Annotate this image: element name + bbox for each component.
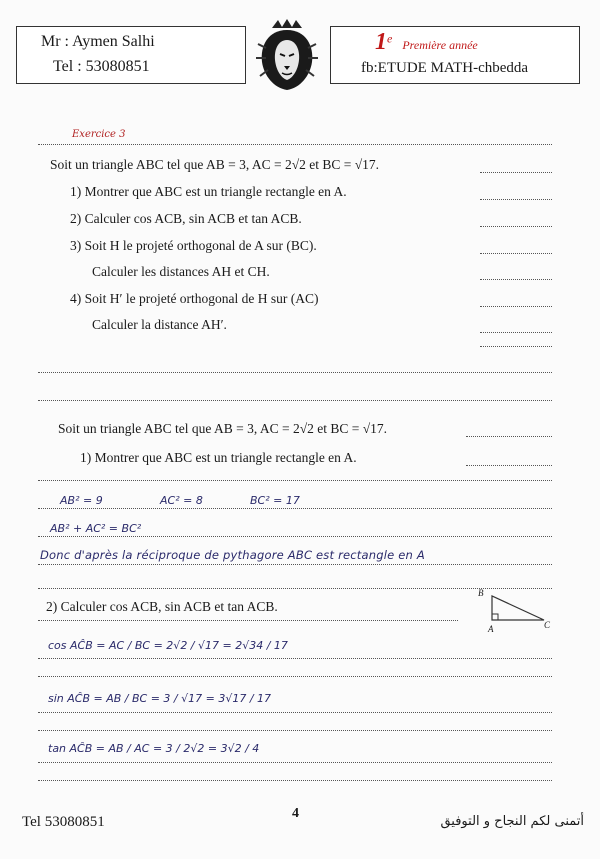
rule bbox=[38, 712, 552, 713]
statement-q4b: Calculer la distance AH′. bbox=[92, 317, 227, 332]
rule bbox=[38, 676, 552, 677]
rule bbox=[466, 465, 552, 466]
rule bbox=[480, 279, 552, 280]
rule bbox=[480, 172, 552, 173]
fig-label-b: B bbox=[478, 588, 484, 598]
footer-arabic: أتمنى لكم النجاح و التوفيق bbox=[440, 814, 584, 829]
rule bbox=[480, 253, 552, 254]
rule bbox=[38, 730, 552, 731]
rule bbox=[480, 226, 552, 227]
fig-label-c: C bbox=[544, 620, 551, 630]
rule bbox=[480, 346, 552, 347]
statement-q2: 2) Calculer cos ACB, sin ACB et tan ACB. bbox=[70, 211, 302, 226]
rule bbox=[38, 780, 552, 781]
rule bbox=[38, 400, 552, 401]
teacher-tel: Tel : 53080851 bbox=[53, 58, 150, 75]
triangle-figure bbox=[472, 588, 556, 636]
rule bbox=[38, 620, 458, 621]
rule bbox=[38, 564, 552, 565]
hand-conclusion: Donc d'après la réciproque de pythagore ABC est rectangle en A bbox=[40, 548, 425, 562]
footer-tel: Tel 53080851 bbox=[22, 814, 105, 830]
hand-ac2: AC² = 8 bbox=[160, 494, 203, 507]
rule bbox=[480, 199, 552, 200]
rule bbox=[466, 436, 552, 437]
hand-tan: tan AĈB = AB / AC = 3 / 2√2 = 3√2 / 4 bbox=[48, 742, 260, 755]
rule bbox=[38, 536, 552, 537]
fig-label-a: A bbox=[488, 624, 494, 634]
hand-bc2: BC² = 17 bbox=[250, 494, 300, 507]
statement-intro: Soit un triangle ABC tel que AB = 3, AC = 2√2 et BC = √17. bbox=[50, 157, 380, 172]
solution-intro: Soit un triangle ABC tel que AB = 3, AC = 2√2 et BC = √17. bbox=[58, 421, 388, 436]
rule bbox=[480, 306, 552, 307]
rule bbox=[38, 480, 552, 481]
solution-q1: 1) Montrer que ABC est un triangle rectangle en A. bbox=[80, 450, 357, 465]
header-right-box bbox=[330, 26, 580, 84]
facebook-page: fb:ETUDE MATH-chbedda bbox=[361, 60, 529, 76]
rule bbox=[38, 372, 552, 373]
rule bbox=[38, 658, 552, 659]
hand-pythagore-sum: AB² + AC² = BC² bbox=[50, 522, 142, 535]
statement-q4a: 4) Soit H′ le projeté orthogonal de H sur (AC) bbox=[70, 291, 319, 306]
teacher-name: Mr : Aymen Salhi bbox=[41, 33, 155, 50]
hand-sin: sin AĈB = AB / BC = 3 / √17 = 3√17 / 17 bbox=[48, 692, 272, 705]
level-badge bbox=[375, 29, 478, 56]
rule bbox=[480, 332, 552, 333]
hand-cos: cos AĈB = AC / BC = 2√2 / √17 = 2√34 / 17 bbox=[48, 639, 288, 652]
statement-q3b: Calculer les distances AH et CH. bbox=[92, 264, 270, 279]
level-number: 1 bbox=[375, 29, 387, 55]
exercise-title: Exercice 3 bbox=[72, 129, 126, 140]
statement-q3a: 3) Soit H le projeté orthogonal de A sur (BC). bbox=[70, 238, 317, 253]
header-left-box bbox=[16, 26, 246, 84]
statement-q1: 1) Montrer que ABC est un triangle rectangle en A. bbox=[70, 184, 347, 199]
rule bbox=[38, 508, 552, 509]
rule bbox=[38, 144, 552, 145]
hand-ab2: AB² = 9 bbox=[60, 494, 103, 507]
rule bbox=[38, 762, 552, 763]
level-sup: e bbox=[387, 31, 393, 46]
lion-logo bbox=[254, 18, 320, 92]
level-label: Première année bbox=[402, 38, 478, 52]
footer-page-number: 4 bbox=[292, 806, 299, 821]
solution-q2: 2) Calculer cos ACB, sin ACB et tan ACB. bbox=[46, 599, 278, 614]
